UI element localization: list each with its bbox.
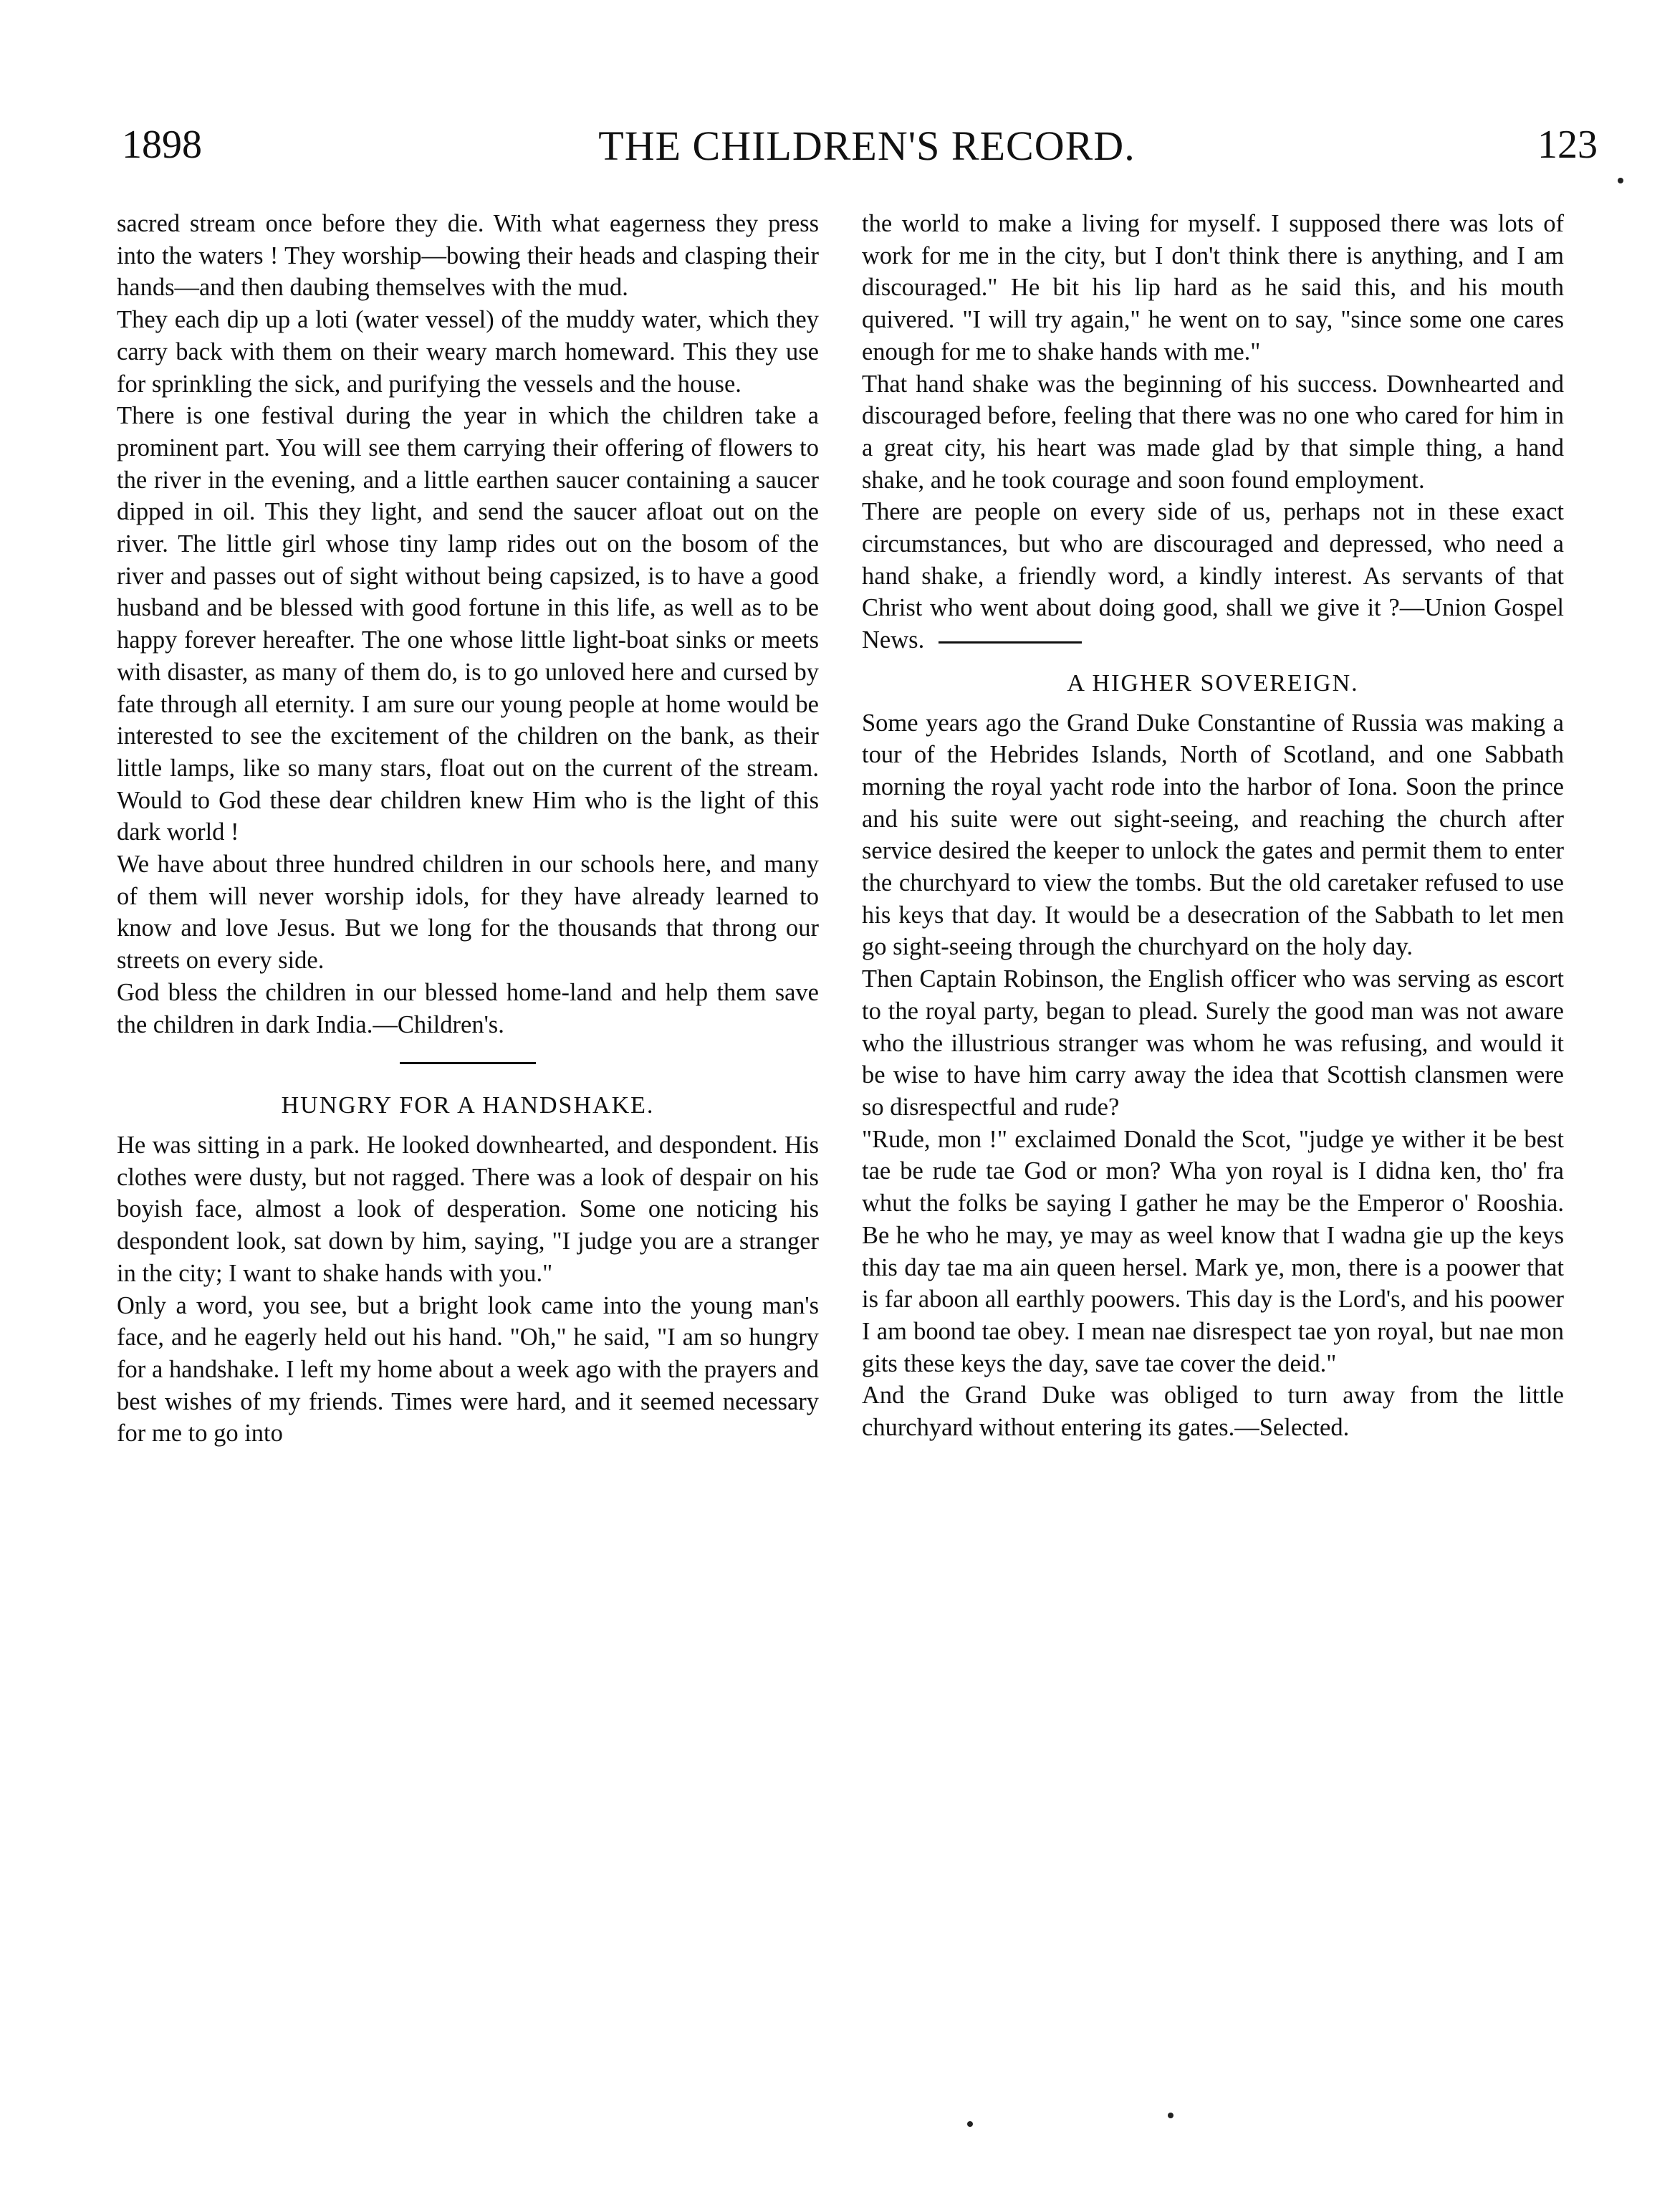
paragraph: Then Captain Robinson, the English officer who was serving as escort to the royal party, began to plead. Surely the good man was not aware who the illustrious stranger was whom he was refusing, and would it be wise to have him carry away the idea that Scottish clansmen were so disrespectful and rude? [862, 965, 1564, 1121]
paragraph: And the Grand Duke was obliged to turn away from the little churchyard without entering its gates.—Selected. [862, 1382, 1564, 1442]
print-speck [967, 2121, 973, 2127]
section-heading-handshake: HUNGRY FOR A HANDSHAKE. [281, 1092, 655, 1119]
paragraph: "Rude, mon !" exclaimed Donald the Scot, "judge ye wither it be best tae be rude tae God or mon? Wha yon royal is I didna ken, tho' fra whut the folks be saying I gather he may be the Emperor o' Rooshia. Be he who he may, ye may as weel know that I wadna gie up the keys this day tae ma ain queen hersel. Mark ye, mon, there is a poower that is far aboon all earthly poowers. This day is the Lord's, and his poower I am boond tae obey. I mean nae disrespect tae yon royal, but nae mon gits these keys the day, save tae cover the deid." [862, 1125, 1564, 1377]
print-speck [1168, 2113, 1173, 2118]
paragraph: That hand shake was the beginning of his success. Downhearted and discouraged before, feeling that there was no one who cared for him in a great city, his heart was made glad by that simple thing, a hand shake, and he took courage and soon found employment. [862, 370, 1564, 494]
section-divider [939, 641, 1082, 644]
section-heading-sovereign: A HIGHER SOVEREIGN. [1067, 669, 1359, 697]
paragraph: the world to make a living for myself. I supposed there was lots of work for me in the city, but I don't think there is anything, and I am discouraged." He bit his lip hard as he said this, and his mouth quivered. "I will try again," he went on to say, "since some one cares enough for me to shake hands with me." [862, 210, 1564, 365]
section-divider [400, 1062, 536, 1064]
left-column [117, 208, 819, 1450]
paragraph: Some years ago the Grand Duke Constantine of Russia was making a tour of the Hebrides Islands, North of Scotland, and one Sabbath morning the royal yacht rode into the harbor of Iona. Soon the prince and his suite were out sight-seeing, and reaching the church after service desired the keeper to unlock the gates and permit them to enter the churchyard to view the tombs. But the old caretaker refused to use his keys that day. It would be a desecration of the Sabbath to let men go sight-seeing through the churchyard on the holy day. [862, 709, 1564, 961]
header-title: THE CHILDREN'S RECORD. [598, 123, 1136, 169]
paragraph [862, 496, 1564, 656]
paragraph: There is one festival during the year in which the children take a prominent part. You will see them carrying their offering of flowers to the river in the evening, and a little earthen saucer containing a saucer dipped in oil. This they light, and send the saucer afloat out on the river. The little girl whose tiny lamp rides out on the bosom of the river and passes out of sight without being capsized, is to have a good husband and be blessed with good fortune in this life, as well as to be happy forever hereafter. The one whose little light-boat sinks or meets with disaster, as many of them do, is to go unloved here and cursed by fate through all eternity. I am sure our young people at home would be interested to see the excitement of the children on the bank, as their little lamps, like so many stars, float out on the current of the stream. Would to God these dear children knew Him who is the light of this dark world ! [117, 402, 819, 846]
paragraph: They each dip up a loti (water vessel) of the muddy water, which they carry back with them on their weary march homeward. This they use for sprinkling the sick, and purifying the vessels and the house. [117, 306, 819, 398]
header-page-number: 123 [1537, 123, 1598, 167]
right-column [862, 208, 1564, 1444]
paragraph: God bless the children in our blessed home-land and help them save the children in dark India.—Children's. [117, 978, 819, 1038]
paragraph: We have about three hundred children in our schools here, and many of them will never worship idols, for they have already learned to know and love Jesus. But we long for the thousands that throng our streets on every side. [117, 851, 819, 975]
paragraph: sacred stream once before they die. With what eagerness they press into the waters ! They worship—bowing their heads and clasping their hands—and then daubing themselves with the mud. [117, 210, 819, 302]
paragraph: Only a word, you see, but a bright look came into the young man's face, and he eagerly held out his hand. "Oh," he said, "I am so hungry for a handshake. I left my home about a week ago with the prayers and best wishes of my friends. Times were hard, and it seemed necessary for me to go into [117, 1291, 819, 1448]
print-speck [1618, 178, 1623, 183]
page-header [115, 122, 1619, 179]
paragraph: He was sitting in a park. He looked downhearted, and despondent. His clothes were dusty, but not ragged. There was a look of despair on his boyish face, almost a look of desperation. Some one noticing his despondent look, sat down by him, saying, "I judge you are a stranger in the city; I want to shake hands with you." [117, 1131, 819, 1287]
header-year: 1898 [122, 123, 202, 167]
paragraph-text: There are people on every side of us, perhaps not in these exact circumstances, but who are discouraged and depressed, who need a hand shake, a friendly word, a kindly interest. As servants of that Christ who went about doing good, shall we give it ?—Union Gospel News. [862, 498, 1564, 654]
